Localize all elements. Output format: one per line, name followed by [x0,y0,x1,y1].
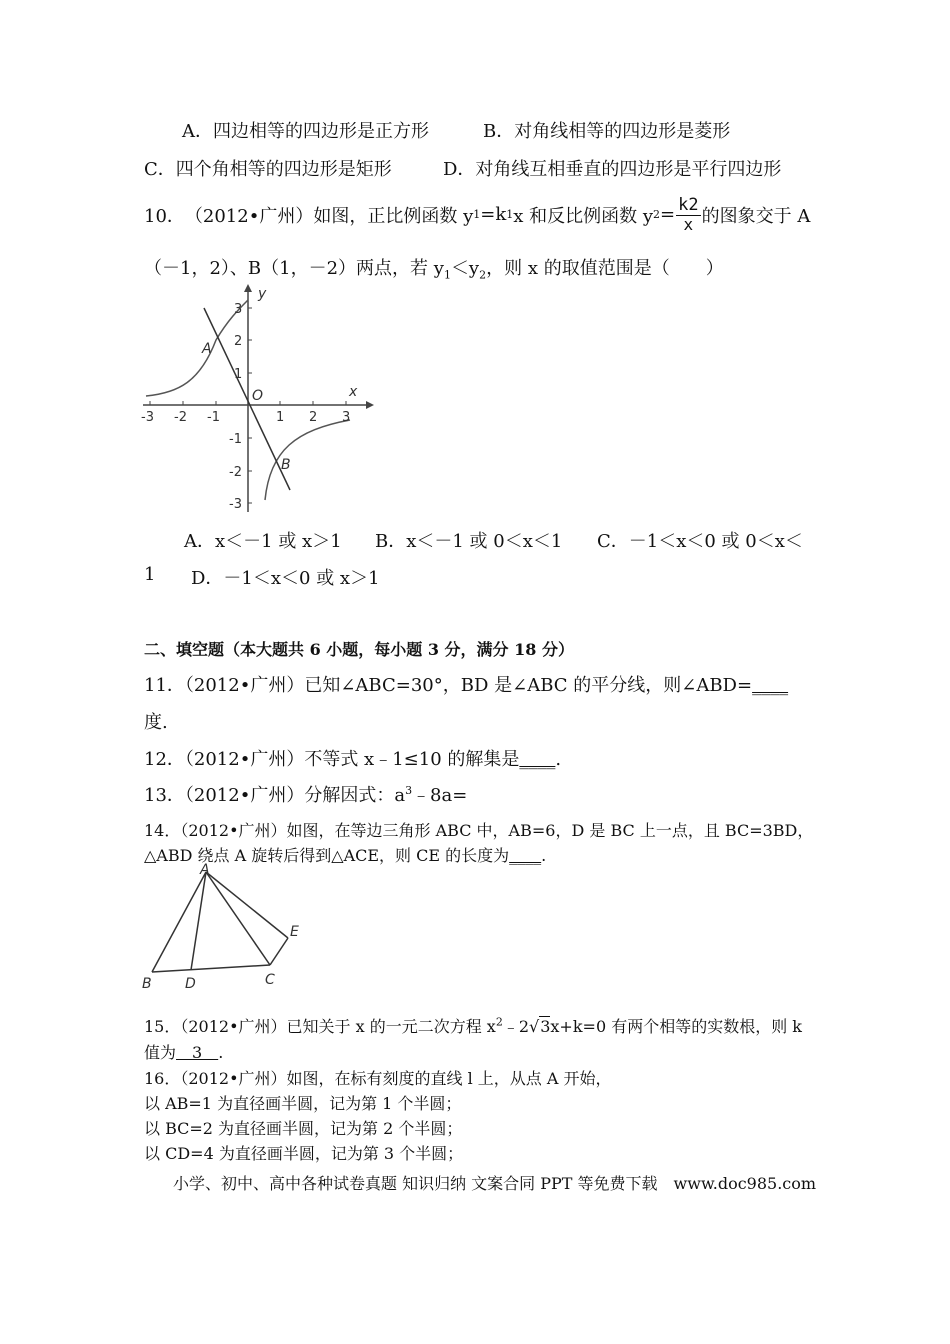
q10-sub1: 1 [473,208,481,222]
hyperbola-branch-right [265,420,350,500]
q12-end: . [555,749,562,770]
q12-text: 12．（2012•广州）不等式 x﹣1≤10 的解集是 [144,749,520,770]
q10-frac-den: x [683,214,694,234]
q11-blank: ____ [752,675,789,696]
segment-bc [152,965,270,972]
x-axis-arrow [366,401,374,409]
point-a-label: A [202,341,212,357]
q14-blank: ____ [509,846,542,865]
q10-frac-num-sub: 2 [688,195,699,215]
vertex-e-label: E [290,924,299,940]
q10-frac-num: k [678,195,689,215]
q9-option-a: A．四边相等的四边形是正方形 [182,121,429,142]
q13-line [144,781,467,807]
q11-line2: 度. [144,712,168,733]
x-tick-label: -2 [174,410,187,425]
q10-option-d: D．－1＜x＜0 或 x＞1 [191,568,380,589]
q15-line2-a: 值为 [144,1043,177,1062]
q15-line1 [144,1014,802,1037]
x-tick-label: 3 [342,410,351,425]
segment-ac [206,872,270,965]
x-tick-label: 1 [276,410,285,425]
q10-source: （2012•广州） [184,205,314,227]
q10-option-b: B．x＜－1 或 0＜x＜1 [375,531,563,552]
q16-line3: 以 BC=2 为直径画半圆，记为第 2 个半圆； [144,1119,463,1138]
proportional-line [204,308,290,490]
y-tick-label: -2 [229,465,242,480]
q15-answer: 3 [176,1043,219,1062]
page-footer: 小学、初中、高中各种试卷真题 知识归纳 文案合同 PPT 等免费下载 www.doc985.com [173,1174,817,1193]
y-tick-label: 1 [234,367,243,382]
origin-label: O [252,388,264,404]
q10-line2-a: （－1，2）、B（1，－2）两点，若 y [144,258,444,279]
q15-sqrt-value: 3 [540,1017,551,1036]
q13-text-a: 13．（2012•广州）分解因式：a [144,785,406,806]
q10-text-b: =k [480,204,507,226]
q10-option-c: C．－1＜x＜0 或 0＜x＜ [597,531,803,552]
q11-line1 [144,671,788,697]
q10-line2-sub2: 2 [479,268,487,282]
q10-number: 10． [144,205,185,227]
q10-text-e: 的图象交于 A [701,205,811,227]
q10-text-d: = [660,204,676,226]
q14-text: △ABD 绕点 A 旋转后得到△ACE，则 CE 的长度为 [144,846,510,865]
section2-heading: 二、填空题（本大题共 6 小题，每小题 3 分，满分 18 分） [144,640,574,659]
q10-fraction [676,196,701,233]
y-tick-label: 3 [234,302,243,317]
x-axis-label: x [349,384,358,400]
q14-end: . [541,846,547,865]
y-tick-label: -1 [229,432,242,447]
q10-text-a: 如图，正比例函数 y [313,205,474,227]
q15-text-b: ﹣2 [502,1017,530,1036]
q9-option-d: D．对角线互相垂直的四边形是平行四边形 [443,159,782,180]
q14-line1: 14．（2012•广州）如图，在等边三角形 ABC 中，AB=6，D 是 BC 上一点，且 BC=3BD， [144,821,814,840]
q10-text-c: x 和反比例函数 y [513,205,653,227]
sqrt-sign: √ [529,1017,540,1036]
q12-blank: ____ [519,749,556,770]
y-tick-label: 2 [234,334,243,349]
q10-sub3: 2 [653,208,660,222]
vertex-b-label: B [142,976,152,992]
q16-line2: 以 AB=1 为直径画半圆，记为第 1 个半圆； [144,1094,462,1113]
q14-triangle-figure [138,860,318,995]
q15-text-a: 15．（2012•广州）已知关于 x 的一元二次方程 x [144,1017,496,1036]
q10-line2-b: ＜y [450,258,480,279]
y-tick-label: -3 [229,497,242,512]
q15-text-c: x+k=0 有两个相等的实数根，则 k [550,1017,802,1036]
q10-option-a: A．x＜－1 或 x＞1 [184,531,342,552]
point-b-label: B [281,457,291,473]
vertex-a-label: A [200,862,210,878]
q15-line2-b: . [218,1043,224,1062]
y-axis-label: y [258,286,267,302]
q9-option-b: B．对角线相等的四边形是菱形 [483,121,731,142]
q10-sub2: 1 [506,208,514,222]
q11-text: 11．（2012•广州）已知∠ABC=30°，BD 是∠ABC 的平分线，则∠ABD= [144,675,753,696]
x-tick-label: -3 [141,410,154,425]
q10-line2-sub1: 1 [443,268,451,282]
q10-line2-c: ，则 x 的取值范围是（ ） [486,258,724,279]
y-axis-arrow [244,284,252,292]
segment-ae [206,872,288,938]
q9-option-c: C．四个角相等的四边形是矩形 [144,159,392,180]
vertex-d-label: D [185,976,196,992]
q10-option-c-cont: 1 [144,564,156,585]
q10-stem-line2 [144,254,724,282]
q16-line4: 以 CD=4 为直径画半圆，记为第 3 个半圆； [144,1144,464,1163]
vertex-c-label: C [265,972,275,988]
x-tick-label: -1 [207,410,220,425]
q13-text-b: ﹣8a= [412,785,468,806]
q15-sup: 2 [495,1015,503,1029]
x-tick-label: 2 [309,410,318,425]
q13-sup: 3 [405,784,413,797]
q10-function-graph [138,280,378,520]
segment-ce [270,938,288,965]
hyperbola-branch-left [146,300,248,396]
q15-line2 [144,1040,223,1063]
q16-line1: 16．（2012•广州）如图，在标有刻度的直线 l 上，从点 A 开始， [144,1069,612,1088]
q12-line [144,745,561,771]
q10-stem-line1 [144,196,810,233]
